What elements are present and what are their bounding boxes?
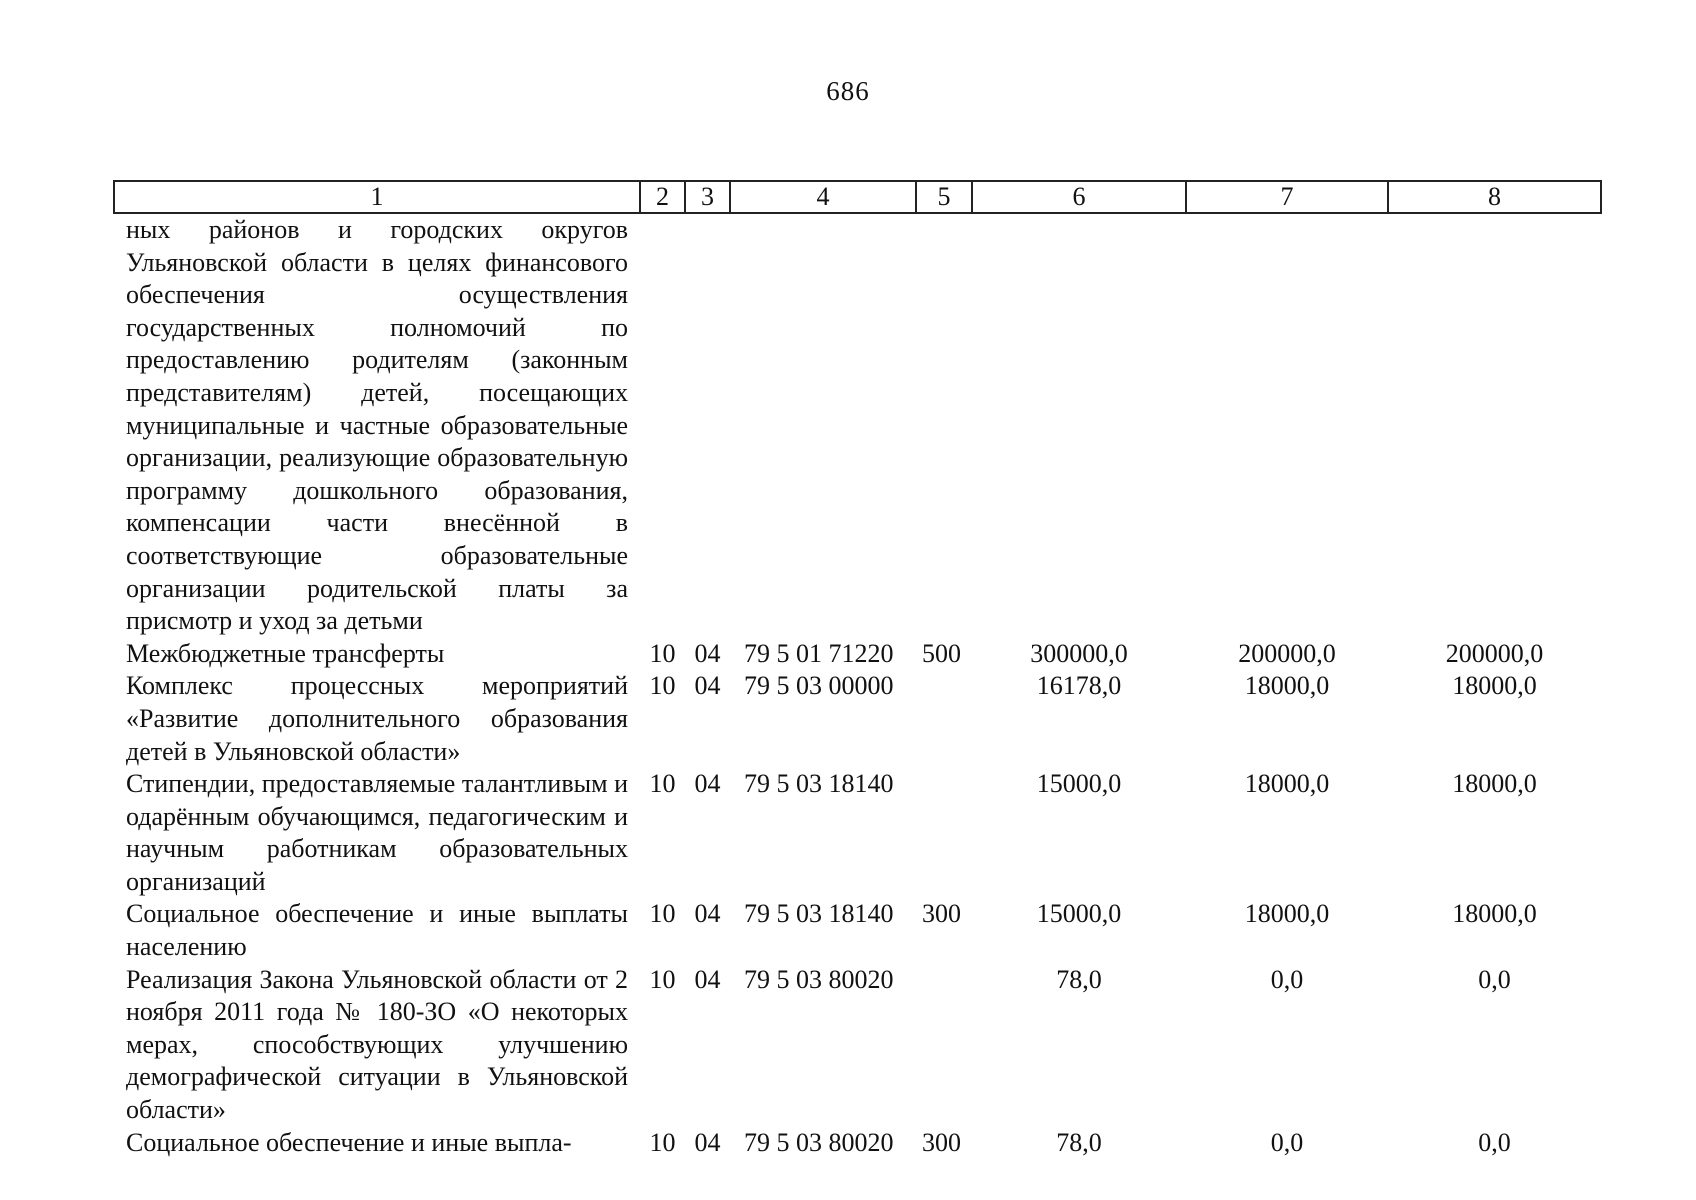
table-header bbox=[114, 181, 1601, 213]
table-row bbox=[114, 213, 1601, 638]
section-code-cell: 10 bbox=[649, 638, 676, 668]
amount-col7-cell bbox=[1186, 213, 1388, 638]
amount-col8-cell: 18000,0 bbox=[1452, 671, 1537, 701]
amount-col6-cell: 300000,0 bbox=[1030, 638, 1128, 668]
subsection-code-cell: 04 bbox=[694, 671, 721, 701]
target-article-cell: 79 5 03 00000 bbox=[744, 671, 894, 701]
section-code-cell: 10 bbox=[649, 769, 676, 799]
row-name-cell: Социальное обеспечение и иные выпла- bbox=[126, 1127, 572, 1157]
table-body bbox=[114, 213, 1601, 1159]
page-number: 686 bbox=[826, 76, 870, 106]
budget-table bbox=[113, 180, 1602, 1159]
amount-col7-cell: 18000,0 bbox=[1244, 769, 1330, 799]
column-header: 1 bbox=[114, 181, 640, 213]
table-row bbox=[114, 1127, 1601, 1160]
row-name-cell: Социальное обеспечение и иные выплаты населению bbox=[126, 899, 628, 962]
column-header: 8 bbox=[1388, 181, 1601, 213]
table-row bbox=[114, 768, 1601, 898]
target-article-cell: 79 5 01 71220 bbox=[744, 638, 894, 668]
subsection-code-cell: 04 bbox=[694, 1127, 721, 1157]
amount-col7-cell: 0,0 bbox=[1270, 1127, 1304, 1157]
amount-col7-cell: 18000,0 bbox=[1244, 671, 1330, 701]
table-row bbox=[114, 898, 1601, 963]
header-row bbox=[114, 181, 1601, 213]
column-header: 5 bbox=[916, 181, 972, 213]
target-article-cell: 79 5 03 18140 bbox=[744, 899, 894, 929]
amount-col8-cell: 0,0 bbox=[1478, 964, 1511, 994]
expense-type-cell: 300 bbox=[922, 1127, 961, 1157]
table-row bbox=[114, 670, 1601, 768]
subsection-code-cell: 04 bbox=[694, 964, 721, 994]
column-header: 4 bbox=[730, 181, 916, 213]
budget-table-sheet bbox=[113, 180, 1600, 1159]
column-header: 7 bbox=[1186, 181, 1388, 213]
row-name-cell: Стипендии, предоставляемые талантливым и одарённым обучающимся, педагогическим и научным работникам образовательных организаций bbox=[126, 769, 628, 896]
section-code-cell: 10 bbox=[649, 1127, 676, 1157]
column-header: 3 bbox=[685, 181, 730, 213]
table-row bbox=[114, 638, 1601, 671]
amount-col6-cell: 78,0 bbox=[1056, 964, 1102, 994]
amount-col8-cell: 200000,0 bbox=[1445, 638, 1544, 668]
column-header: 2 bbox=[640, 181, 685, 213]
subsection-code-cell: 04 bbox=[694, 638, 721, 668]
section-code-cell: 10 bbox=[649, 899, 676, 929]
section-code-cell bbox=[640, 213, 685, 638]
subsection-code-cell: 04 bbox=[694, 769, 721, 799]
section-code-cell: 10 bbox=[649, 964, 676, 994]
amount-col7-cell: 0,0 bbox=[1270, 964, 1304, 994]
subsection-code-cell bbox=[685, 213, 730, 638]
expense-type-cell bbox=[916, 670, 972, 768]
column-header: 6 bbox=[972, 181, 1186, 213]
amount-col6-cell: 15000,0 bbox=[1036, 769, 1122, 799]
amount-col8-cell: 18000,0 bbox=[1452, 769, 1537, 799]
expense-type-cell bbox=[916, 213, 972, 638]
amount-col8-cell: 18000,0 bbox=[1452, 899, 1537, 929]
amount-col7-cell: 18000,0 bbox=[1244, 899, 1330, 929]
target-article-cell bbox=[730, 213, 916, 638]
row-name-cell: ных районов и городских округов Ульяновской области в целях финансового обеспечения осуществления государственных полномочий по предоставлению родителям (законным представителям) детей, посещающих муниципальные и частные образовательные организации, реализующие образовательную программу дошкольного образования, компенсации части внесённой в соответствующие образовательные организации родительской платы за присмотр и уход за детьми bbox=[126, 215, 628, 636]
table-row bbox=[114, 964, 1601, 1127]
amount-col7-cell: 200000,0 bbox=[1238, 638, 1336, 668]
expense-type-cell: 500 bbox=[922, 638, 961, 668]
row-name-cell: Реализация Закона Ульяновской области от 2 ноября 2011 года № 180-ЗО «О некоторых мерах, способствующих улучшению демографической ситуации в Ульяновской области» bbox=[126, 964, 628, 1125]
target-article-cell: 79 5 03 80020 bbox=[744, 964, 894, 994]
expense-type-cell bbox=[916, 964, 972, 1127]
expense-type-cell: 300 bbox=[922, 899, 961, 929]
amount-col6-cell bbox=[972, 213, 1186, 638]
amount-col6-cell: 78,0 bbox=[1056, 1127, 1102, 1157]
amount-col8-cell bbox=[1388, 213, 1601, 638]
expense-type-cell bbox=[916, 768, 972, 898]
target-article-cell: 79 5 03 18140 bbox=[744, 769, 894, 799]
amount-col6-cell: 16178,0 bbox=[1036, 671, 1122, 701]
target-article-cell: 79 5 03 80020 bbox=[744, 1127, 894, 1157]
amount-col6-cell: 15000,0 bbox=[1036, 899, 1122, 929]
row-name-cell: Комплекс процессных мероприятий «Развитие дополнительного образования детей в Ульяновской области» bbox=[126, 671, 628, 766]
subsection-code-cell: 04 bbox=[694, 899, 721, 929]
amount-col8-cell: 0,0 bbox=[1478, 1127, 1511, 1157]
row-name-cell: Межбюджетные трансферты bbox=[126, 638, 445, 668]
section-code-cell: 10 bbox=[649, 671, 676, 701]
